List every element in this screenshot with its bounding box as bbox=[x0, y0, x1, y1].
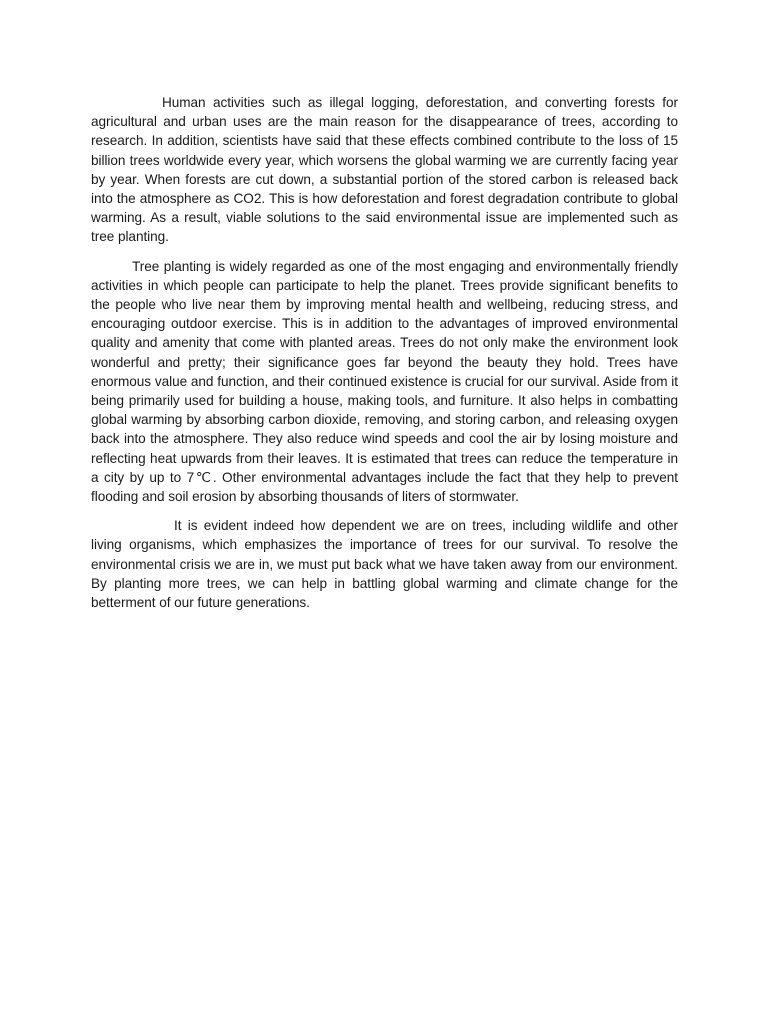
document-body bbox=[91, 93, 678, 622]
paragraph-2: Tree planting is widely regarded as one of the most engaging and environmentally friendly activities in which people can participate to help the planet. Trees provide significant benefits to the people who live near them by improving mental health and wellbeing, reducing stress, and encouraging outdoor exercise. This is in addition to the advantages of improved environmental quality and amenity that come with planted areas. Trees do not only make the environment look wonderful and pretty; their significance goes far beyond the beauty they hold. Trees have enormous value and function, and their continued existence is crucial for our survival. Aside from it being primarily used for building a house, making tools, and furniture. It also helps in combatting global warming by absorbing carbon dioxide, removing, and storing carbon, and releasing oxygen back into the atmosphere. They also reduce wind speeds and cool the air by losing moisture and reflecting heat upwards from their leaves. It is estimated that trees can reduce the temperature in a city by up to 7℃. Other environmental advantages include the fact that they help to prevent flooding and soil erosion by absorbing thousands of liters of stormwater. bbox=[91, 258, 678, 505]
paragraph-1: Human activities such as illegal logging, deforestation, and converting forests for agricultural and urban uses are the main reason for the disappearance of trees, according to research. In addition, scientists have said that these effects combined contribute to the loss of 15 billion trees worldwide every year, which worsens the global warming we are currently facing year by year. When forests are cut down, a substantial portion of the stored carbon is released back into the atmosphere as CO2. This is how deforestation and forest degradation contribute to global warming. As a result, viable solutions to the said environmental issue are implemented such as tree planting. bbox=[91, 95, 678, 245]
paragraph-3: It is evident indeed how dependent we are on trees, including wildlife and other living organisms, which emphasizes the importance of trees for our survival. To resolve the environmental crisis we are in, we must put back what we have taken away from our environment. By planting more trees, we can help in battling global warming and climate change for the betterment of our future generations. bbox=[91, 518, 678, 611]
